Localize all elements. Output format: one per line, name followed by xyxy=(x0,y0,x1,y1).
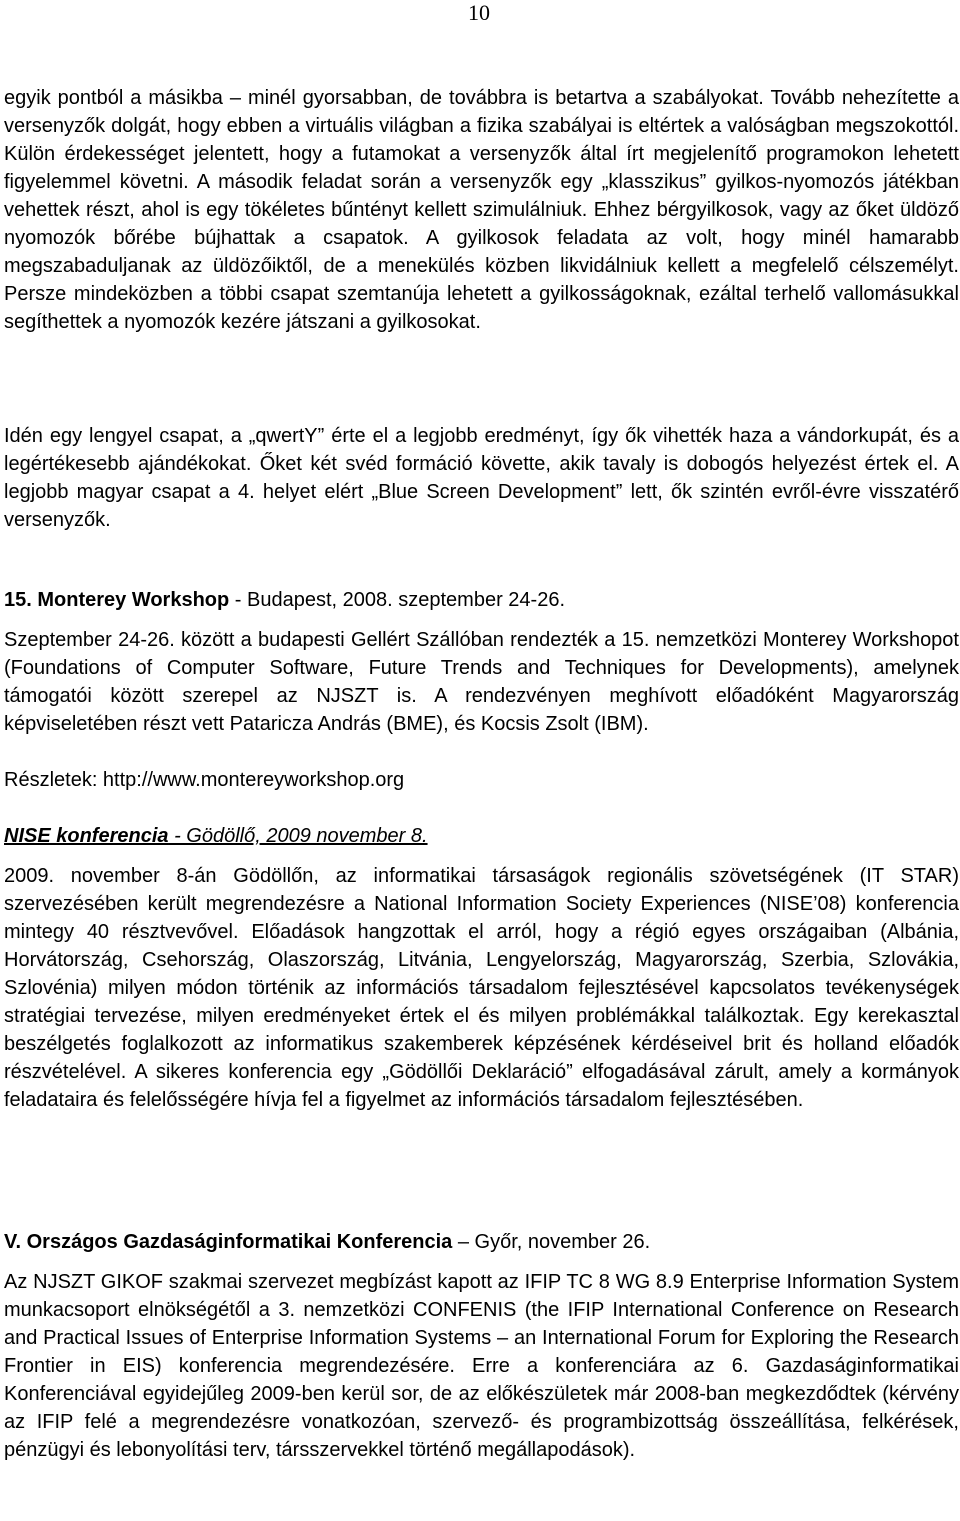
heading-nise-title: NISE konferencia xyxy=(4,825,169,847)
heading-monterey-place-date: - Budapest, 2008. szeptember 24-26. xyxy=(229,589,565,611)
heading-gazdinfo-conference xyxy=(4,1228,959,1256)
page-number: 10 xyxy=(468,0,490,25)
monterey-details-link[interactable]: Részletek: http://www.montereyworkshop.org xyxy=(4,769,405,791)
paragraph-competition-description: egyik pontból a másikba – minél gyorsabban, de továbbra is betartva a szabályokat. Tovább nehezítette a versenyzők dolgát, hogy ebben a virtuális világban a fizika szabályai is eltértek a valóságban megszokottól. Külön érdekességet jelentett, hogy a futamokat a versenyzők által írt megjelenítő programokon lehetett figyelemmel követni. A második feladat során a versenyzők egy „klasszikus” gyilkos-nyomozós játékban vehettek részt, ahol is egy tökéletes bűntényt kellett szimulálniuk. Ehhez bérgyilkosok, vagy az őket üldöző nyomozók bőrébe bújhattak a csapatok. A gyilkosok feladata az volt, hogy minél hamarabb megszabaduljanak az üldözőiktől, de a menekülés közben likvidálniuk kellett a megfelelő célszemélyt. Persze mindeközben a többi csapat szemtanúja lehetett a gyilkosságoknak, ezáltal terhelő vallomásukkal segíthettek a nyomozók kezére játszani a gyilkosokat. xyxy=(4,87,959,333)
heading-gazdinfo-place-date: – Győr, november 26. xyxy=(452,1231,651,1253)
heading-monterey-title: 15. Monterey Workshop xyxy=(4,589,230,611)
heading-nise-conference xyxy=(4,822,959,850)
heading-nise-place-date: - Gödöllő, 2009 november 8. xyxy=(168,825,428,847)
heading-gazdinfo-title: V. Országos Gazdaságinformatikai Konferencia xyxy=(4,1231,453,1253)
paragraph-monterey-workshop: Szeptember 24-26. között a budapesti Gellért Szállóban rendezték a 15. nemzetközi Monterey Workshopot (Foundations of Computer Software, Future Trends and Techniques for Developments), amelynek támogatói között szerepel az NJSZT is. A rendezvényen meghívott előadóként Magyarország képviseletében részt vett Pataricza András (BME), és Kocsis Zsolt (IBM). xyxy=(4,629,959,735)
paragraph-competition-results: Idén egy lengyel csapat, a „qwertY” érte el a legjobb eredményt, így ők vihették haza a vándorkupát, és a legértékesebb ajándékokat. Őket két svéd formáció követte, akik tavaly is dobogós helyezést értek el. A legjobb magyar csapat a 4. helyet elért „Blue Screen Development” lett, ők szintén evről-évre visszatérő versenyzők. xyxy=(4,425,959,531)
paragraph-nise-conference: 2009. november 8-án Gödöllőn, az informatikai társaságok regionális szövetségének (IT STAR) szervezésében került megrendezésre a National Information Society Experiences (NISE’08) konferencia mintegy 40 résztvevővel. Előadások hangzottak el arról, hogy a régió egyes országaiban (Albánia, Horvátország, Csehország, Olaszország, Litvánia, Lengyelország, Magyarország, Szerbia, Szlovákia, Szlovénia) milyen módon történik az információs társadalom fejlesztésével kapcsolatos tevékenységek stratégiai tervezése, milyen eredményeket értek el és milyen problémákkal találkoztak. Egy kerekasztal beszélgetés foglalkozott az informatikus szakemberek képzésének kérdéseivel brit és holland előadók részvételével. A sikeres konferencia egy „Gödöllői Deklaráció” elfogadásával zárult, amely a kormányok feladataira és felelősségére hívja fel a figyelmet az információs társadalom fejlesztésében. xyxy=(4,865,959,1111)
heading-monterey-workshop xyxy=(4,586,959,614)
paragraph-confenis: Az NJSZT GIKOF szakmai szervezet megbízást kapott az IFIP TC 8 WG 8.9 Enterprise Information System munkacsoport elnökségétől a 3. nemzetközi CONFENIS (the IFIP International Conference on Research and Practical Issues of Enterprise Information Systems – an International Forum for Exploring the Research Frontier in EIS) konferencia megrendezésére. Erre a konferenciára az 6. Gazdaságinformatikai Konferenciával egyidejűleg 2009-ben kerül sor, de az előkészületek már 2008-ban megkezdődtek (kérvény az IFIP felé a megrendezésre vonatkozóan, szervező- és programbizottság összeállítása, felkérések, pénzügyi és lebonyolítási terv, társszervekkel történő megállapodások). xyxy=(4,1271,959,1461)
